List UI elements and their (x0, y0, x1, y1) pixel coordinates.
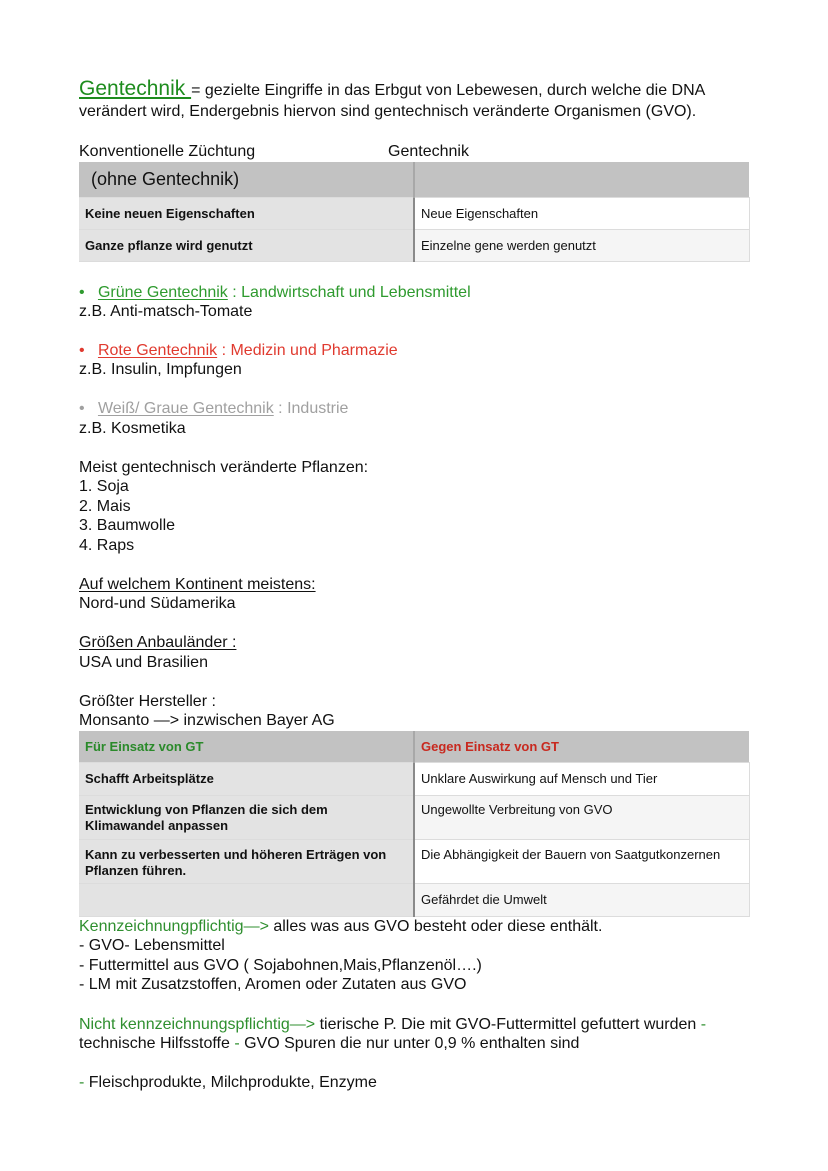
definition-text-1: = gezielte Eingriffe in das Erbgut von Lebewesen, durch welche die DNA (191, 82, 706, 99)
type-white-gray (79, 399, 348, 419)
list-item: 1. Soja (79, 478, 129, 495)
pros-cons-table (79, 731, 750, 917)
table-row (79, 796, 749, 840)
plants-heading: Meist gentechnisch veränderte Pflanzen: (79, 459, 369, 476)
pro-cell: Kann zu verbesserten und höheren Erträgen von Pflanzen führen. (79, 840, 414, 884)
labeling-not-required-text-1: tierische P. Die mit GVO-Futtermittel gefuttert wurden (315, 1016, 701, 1033)
bullet-icon: • (79, 400, 85, 417)
dash: - (234, 1035, 240, 1052)
bullet-icon: • (79, 284, 85, 301)
table-row (79, 198, 749, 230)
labeling-not-required-label: Nicht kennzeichnungspflichtig—> (79, 1016, 316, 1033)
type-white-gray-desc: : Industrie (273, 400, 349, 417)
pro-cell (79, 884, 414, 917)
type-green-name: Grüne Gentechnik (97, 284, 228, 301)
table-row (79, 230, 749, 262)
list-item: 2. Mais (79, 498, 131, 515)
labeling-not-required-line-2 (79, 1034, 579, 1054)
list-item: 3. Baumwolle (79, 517, 176, 534)
cons-header: Gegen Einsatz von GT (414, 731, 749, 763)
dash: - (700, 1016, 707, 1033)
bullet-icon: • (79, 342, 85, 359)
type-green-desc: : Landwirtschaft und Lebensmittel (227, 284, 471, 301)
labeling-required (79, 917, 602, 937)
producer-value: Monsanto —> inzwischen Bayer AG (79, 712, 335, 729)
type-green-example: z.B. Anti-matsch-Tomate (79, 303, 253, 320)
list-item: 4. Raps (79, 537, 135, 554)
countries-heading: Größen Anbauländer : (79, 634, 237, 651)
labeling-required-label: Kennzeichnungpflichtig—> (79, 918, 269, 935)
comparison-header-left: (ohne Gentechnik) (79, 162, 414, 198)
comparison-cell-right: Einzelne gene werden genutzt (414, 230, 749, 262)
labeling-not-required-text-2: technische Hilfsstoffe (79, 1035, 235, 1052)
type-white-gray-example: z.B. Kosmetika (79, 420, 186, 437)
list-item: - Futtermittel aus GVO ( Sojabohnen,Mais,Pflanzenöl….) (79, 957, 482, 974)
comparison-cell-right: Neue Eigenschaften (414, 198, 749, 230)
producer-heading: Größter Hersteller : (79, 693, 216, 710)
type-red-desc: : Medizin und Pharmazie (217, 342, 398, 359)
definition-line-2: verändert wird, Endergebnis hiervon sind gentechnisch veränderte Organismen (GVO). (79, 103, 697, 120)
table-row (79, 840, 749, 884)
type-red-example: z.B. Insulin, Impfungen (79, 361, 242, 378)
labeling-required-text: alles was aus GVO besteht oder diese enthält. (268, 918, 603, 935)
con-cell: Die Abhängigkeit der Bauern von Saatgutkonzernen (414, 840, 749, 884)
comparison-table (79, 162, 750, 262)
list-item: - GVO- Lebensmittel (79, 937, 225, 954)
comparison-cell-left: Ganze pflanze wird genutzt (79, 230, 414, 262)
labeling-final-line (79, 1073, 377, 1093)
continent-heading: Auf welchem Kontinent meistens: (79, 576, 316, 593)
comparison-label-left: Konventionelle Züchtung (79, 143, 256, 160)
comparison-cell-left: Keine neuen Eigenschaften (79, 198, 414, 230)
type-green (79, 283, 471, 303)
labeling-final-text: Fleischprodukte, Milchprodukte, Enzyme (84, 1074, 377, 1091)
dash: - (79, 1074, 85, 1091)
list-item: - LM mit Zusatzstoffen, Aromen oder Zutaten aus GVO (79, 976, 467, 993)
pros-header: Für Einsatz von GT (79, 731, 414, 763)
definition-term: Gentechnik (79, 77, 192, 100)
pro-cell: Schafft Arbeitsplätze (79, 763, 414, 796)
definition-line-1 (79, 79, 705, 101)
continent-value: Nord-und Südamerika (79, 595, 236, 612)
con-cell: Unklare Auswirkung auf Mensch und Tier (414, 763, 749, 796)
type-red (79, 341, 398, 361)
pros-cons-header-row (79, 731, 749, 763)
labeling-not-required-text-3: GVO Spuren die nur unter 0,9 % enthalten sind (239, 1035, 580, 1052)
countries-value: USA und Brasilien (79, 654, 208, 671)
comparison-label-right: Gentechnik (388, 143, 469, 160)
table-row (79, 884, 749, 917)
labeling-not-required-line-1 (79, 1015, 706, 1035)
con-cell: Gefährdet die Umwelt (414, 884, 749, 917)
type-white-gray-name: Weiß/ Graue Gentechnik (97, 400, 274, 417)
type-red-name: Rote Gentechnik (97, 342, 218, 359)
pro-cell: Entwicklung von Pflanzen die sich dem Klimawandel anpassen (79, 796, 414, 840)
comparison-header-right (414, 162, 749, 198)
con-cell: Ungewollte Verbreitung von GVO (414, 796, 749, 840)
comparison-header-row (79, 162, 749, 198)
table-row (79, 763, 749, 796)
